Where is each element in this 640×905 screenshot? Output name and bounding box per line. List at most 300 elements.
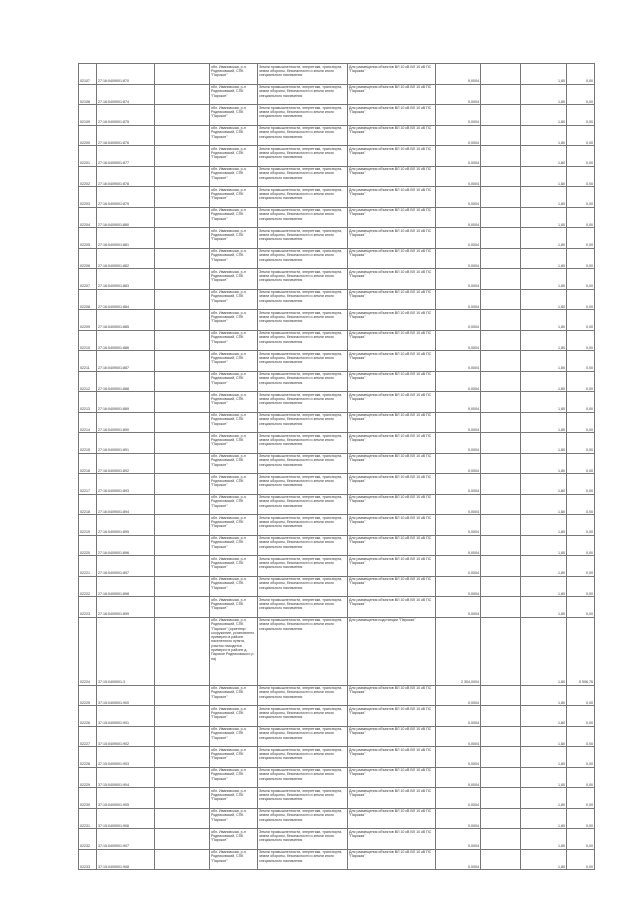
cadastral-number-cell: 27:16:0409001:889 (97, 392, 155, 413)
empty-cell (481, 767, 521, 788)
table-row (79, 474, 595, 495)
address-cell: обл. Ивановская, р-н Родниковский, СПК "Парское" (210, 228, 258, 249)
land-category-cell: Земли промышленности, энергетики, транспорта, земли обороны, безопасности и земли иного специального назначения (258, 228, 348, 249)
empty-cell (481, 371, 521, 392)
empty-cell (155, 747, 210, 768)
empty-cell (481, 412, 521, 433)
area-cell: 0,0004 (436, 767, 481, 788)
value-cell: 0,00 (567, 453, 595, 474)
empty-cell (155, 808, 210, 829)
cadastral-number-cell: 27:16:0409001:894 (97, 494, 155, 515)
value-cell: 0,00 (567, 808, 595, 829)
rate-cell: 1,80 (521, 726, 567, 747)
empty-cell (155, 412, 210, 433)
empty-cell (481, 617, 521, 685)
land-category-cell: Земли промышленности, энергетики, транспорта, земли обороны, безопасности и земли иного специального назначения (258, 166, 348, 187)
land-category-cell: Земли промышленности, энергетики, транспорта, земли обороны, безопасности и земли иного специального назначения (258, 453, 348, 474)
table-row (79, 228, 595, 249)
row-number-cell: 02109 (79, 105, 97, 126)
table-row (79, 207, 595, 228)
area-cell: 0,0004 (436, 392, 481, 413)
value-cell: 0,00 (567, 269, 595, 290)
land-category-cell: Земли промышленности, энергетики, транспорта, земли обороны, безопасности и земли иного специального назначения (258, 706, 348, 727)
value-cell: 0,00 (567, 726, 595, 747)
land-category-cell: Земли промышленности, энергетики, транспорта, земли обороны, безопасности и земли иного специального назначения (258, 269, 348, 290)
land-category-cell: Земли промышленности, энергетики, транспорта, земли обороны, безопасности и земли иного специального назначения (258, 84, 348, 105)
value-cell: 0,00 (567, 788, 595, 809)
value-cell: 0,00 (567, 849, 595, 870)
empty-cell (155, 849, 210, 870)
permitted-use-cell: Для размещения объектов ВЛ 10 кВ ВЛ 10 кВ ПС "Парская" (348, 310, 436, 331)
permitted-use-cell: Для размещения объектов ВЛ 10 кВ ВЛ 10 кВ ПС "Парская" (348, 146, 436, 167)
land-category-cell: Земли промышленности, энергетики, транспорта, земли обороны, безопасности и земли иного специального назначения (258, 576, 348, 597)
address-cell: обл. Ивановская, р-н Родниковский, СПК "Парское" (210, 207, 258, 228)
area-cell: 0,0004 (436, 64, 481, 85)
empty-cell (481, 788, 521, 809)
empty-cell (155, 576, 210, 597)
table-row (79, 64, 595, 85)
land-category-cell: Земли промышленности, энергетики, транспорта, земли обороны, безопасности и земли иного специального назначения (258, 474, 348, 495)
area-cell: 0,0004 (436, 788, 481, 809)
table-row (79, 726, 595, 747)
address-cell: обл. Ивановская, р-н Родниковский, СПК "Парское" (210, 597, 258, 618)
empty-cell (155, 515, 210, 536)
cadastral-number-cell: 27:16:0409001:870 (97, 64, 155, 85)
row-number-cell: 02213 (79, 392, 97, 413)
value-cell: 0,00 (567, 515, 595, 536)
empty-cell (155, 187, 210, 208)
empty-cell (481, 849, 521, 870)
table-row (79, 269, 595, 290)
cadastral-number-cell: 27:16:0409001:899 (97, 597, 155, 618)
cadastral-number-cell: 27:16:0409001:878 (97, 166, 155, 187)
table-row (79, 829, 595, 850)
value-cell: 0,00 (567, 556, 595, 577)
permitted-use-cell: Для размещения объектов ВЛ 10 кВ ВЛ 10 кВ ПС "Парская" (348, 494, 436, 515)
table-row (79, 166, 595, 187)
land-plots-table (78, 63, 595, 870)
address-cell: обл. Ивановская, р-н Родниковский, СПК "Парское" (210, 685, 258, 706)
value-cell: 0,00 (567, 412, 595, 433)
rate-cell: 1,80 (521, 84, 567, 105)
value-cell: 0,00 (567, 597, 595, 618)
land-category-cell: Земли промышленности, энергетики, транспорта, земли обороны, безопасности и земли иного специального назначения (258, 330, 348, 351)
rate-cell: 1,80 (521, 166, 567, 187)
row-number-cell: 02207 (79, 269, 97, 290)
land-category-cell: Земли промышленности, энергетики, транспорта, земли обороны, безопасности и земли иного специального назначения (258, 187, 348, 208)
permitted-use-cell: Для размещения объектов ВЛ 10 кВ ВЛ 10 кВ ПС "Парская" (348, 105, 436, 126)
empty-cell (481, 228, 521, 249)
rate-cell: 1,80 (521, 207, 567, 228)
permitted-use-cell: Для размещения объектов ВЛ 10 кВ ВЛ 10 кВ ПС "Парская" (348, 474, 436, 495)
land-category-cell: Земли промышленности, энергетики, транспорта, земли обороны, безопасности и земли иного специального назначения (258, 767, 348, 788)
table-row (79, 515, 595, 536)
address-cell: обл. Ивановская, р-н Родниковский, СПК "Парское" (210, 494, 258, 515)
cadastral-number-cell: 27:16:0409001:896 (97, 535, 155, 556)
rate-cell: 1,80 (521, 535, 567, 556)
land-category-cell: Земли промышленности, энергетики, транспорта, земли обороны, безопасности и земли иного специального назначения (258, 371, 348, 392)
permitted-use-cell: Для размещения объектов ВЛ 10 кВ ВЛ 10 кВ ПС "Парская" (348, 207, 436, 228)
row-number-cell: 02211 (79, 351, 97, 372)
rate-cell: 1,80 (521, 597, 567, 618)
row-number-cell: 02228 (79, 747, 97, 768)
empty-cell (481, 146, 521, 167)
permitted-use-cell: Для размещения объектов ВЛ 10 кВ ВЛ 10 кВ ПС "Парская" (348, 788, 436, 809)
table-row (79, 310, 595, 331)
empty-cell (155, 556, 210, 577)
empty-cell (155, 433, 210, 454)
row-number-cell: 02225 (79, 685, 97, 706)
empty-cell (481, 330, 521, 351)
table-row (79, 289, 595, 310)
cadastral-number-cell: 27:16:0409001:891 (97, 433, 155, 454)
address-cell: обл. Ивановская, р-н Родниковский, СПК "Парское" (210, 788, 258, 809)
permitted-use-cell: Для размещения объектов ВЛ 10 кВ ВЛ 10 кВ ПС "Парская" (348, 166, 436, 187)
cadastral-number-cell: 27:16:0409001:883 (97, 269, 155, 290)
permitted-use-cell: Для размещения объектов ВЛ 10 кВ ВЛ 10 кВ ПС "Парская" (348, 289, 436, 310)
value-cell: 0,00 (567, 747, 595, 768)
land-category-cell: Земли промышленности, энергетики, транспорта, земли обороны, безопасности и земли иного специального назначения (258, 433, 348, 454)
address-cell: обл. Ивановская, р-н Родниковский, СПК "Парское" (210, 515, 258, 536)
rate-cell: 1,80 (521, 474, 567, 495)
empty-cell (155, 351, 210, 372)
address-cell: обл. Ивановская, р-н Родниковский, СПК "Парское" (210, 248, 258, 269)
permitted-use-cell: Для размещения объектов ВЛ 10 кВ ВЛ 10 кВ ПС "Парская" (348, 433, 436, 454)
table-row (79, 392, 595, 413)
empty-cell (155, 248, 210, 269)
rate-cell: 1,80 (521, 64, 567, 85)
permitted-use-cell: Для размещения объектов ВЛ 10 кВ ВЛ 10 кВ ПС "Парская" (348, 747, 436, 768)
value-cell: 0,00 (567, 248, 595, 269)
area-cell: 0,0004 (436, 330, 481, 351)
address-cell: обл. Ивановская, р-н Родниковский, СПК "Парское" (210, 849, 258, 870)
empty-cell (481, 125, 521, 146)
table-row (79, 576, 595, 597)
cadastral-number-cell: 27:16:0409001:895 (97, 515, 155, 536)
address-cell: обл. Ивановская, р-н Родниковский, СПК "Парское" (210, 706, 258, 727)
table-row (79, 685, 595, 706)
row-number-cell: 02215 (79, 433, 97, 454)
empty-cell (481, 433, 521, 454)
empty-cell (481, 310, 521, 331)
empty-cell (155, 310, 210, 331)
cadastral-number-cell: 37:15:0409001:901 (97, 706, 155, 727)
address-cell: обл. Ивановская, р-н Родниковский, СПК "Парское" (210, 726, 258, 747)
rate-cell: 1,80 (521, 269, 567, 290)
area-cell: 0,0004 (436, 849, 481, 870)
row-number-cell: 02210 (79, 330, 97, 351)
value-cell: 0,00 (567, 228, 595, 249)
cadastral-number-cell: 27:16:0409001:877 (97, 146, 155, 167)
rate-cell: 1,80 (521, 494, 567, 515)
permitted-use-cell: Для размещения объектов ВЛ 10 кВ ВЛ 10 кВ ПС "Парская" (348, 125, 436, 146)
empty-cell (481, 685, 521, 706)
land-category-cell: Земли промышленности, энергетики, транспорта, земли обороны, безопасности и земли иного специального назначения (258, 105, 348, 126)
empty-cell (481, 248, 521, 269)
table-row (79, 412, 595, 433)
table-row (79, 556, 595, 577)
cadastral-number-cell: 37:15:0409001:908 (97, 849, 155, 870)
value-cell: 0,00 (567, 187, 595, 208)
area-cell: 0,0004 (436, 494, 481, 515)
address-cell: обл. Ивановская, р-н Родниковский, СПК "Парское" (210, 474, 258, 495)
cadastral-number-cell: 27:16:0409001:892 (97, 453, 155, 474)
row-number-cell: 02218 (79, 494, 97, 515)
address-cell: обл. Ивановская, р-н Родниковский, СПК "Парское" (210, 535, 258, 556)
rate-cell: 1,80 (521, 228, 567, 249)
cadastral-number-cell: 27:16:0409001:893 (97, 474, 155, 495)
cadastral-number-cell: 27:16:0409001:875 (97, 105, 155, 126)
table-row (79, 453, 595, 474)
area-cell: 0,0004 (436, 146, 481, 167)
value-cell: 0,00 (567, 330, 595, 351)
row-number-cell: 02208 (79, 289, 97, 310)
cadastral-number-cell: 27:16:0409001:880 (97, 207, 155, 228)
empty-cell (481, 207, 521, 228)
permitted-use-cell: Для размещения объектов ВЛ 10 кВ ВЛ 10 кВ ПС "Парская" (348, 685, 436, 706)
cadastral-number-cell: 27:16:0409001:874 (97, 84, 155, 105)
empty-cell (481, 494, 521, 515)
cadastral-number-cell: 27:16:0409001:876 (97, 125, 155, 146)
empty-cell (155, 105, 210, 126)
area-cell: 0,0004 (436, 228, 481, 249)
empty-cell (481, 474, 521, 495)
land-category-cell: Земли промышленности, энергетики, транспорта, земли обороны, безопасности и земли иного специального назначения (258, 685, 348, 706)
value-cell: 0,00 (567, 829, 595, 850)
table-row (79, 597, 595, 618)
row-number-cell: 02107 (79, 64, 97, 85)
land-category-cell: Земли промышленности, энергетики, транспорта, земли обороны, безопасности и земли иного специального назначения (258, 556, 348, 577)
empty-cell (155, 788, 210, 809)
area-cell: 0,0004 (436, 187, 481, 208)
empty-cell (155, 453, 210, 474)
cadastral-number-cell: 37:15:0409001:902 (97, 726, 155, 747)
rate-cell: 1,80 (521, 351, 567, 372)
address-cell: обл. Ивановская, р-н Родниковский, СПК "Парское" (210, 125, 258, 146)
address-cell: обл. Ивановская, р-н Родниковский, СПК "Парское" (210, 289, 258, 310)
value-cell: 0,00 (567, 64, 595, 85)
row-number-cell: 02220 (79, 535, 97, 556)
land-category-cell: Земли промышленности, энергетики, транспорта, земли обороны, безопасности и земли иного специального назначения (258, 125, 348, 146)
rate-cell: 1,80 (521, 576, 567, 597)
empty-cell (155, 474, 210, 495)
empty-cell (155, 125, 210, 146)
area-cell: 0,0004 (436, 726, 481, 747)
empty-cell (481, 597, 521, 618)
land-category-cell: Земли промышленности, энергетики, транспорта, земли обороны, безопасности и земли иного специального назначения (258, 597, 348, 618)
address-cell: обл. Ивановская, р-н Родниковский, СПК "Парское" (210, 392, 258, 413)
table-row (79, 125, 595, 146)
rate-cell: 1,80 (521, 289, 567, 310)
area-cell: 0,0004 (436, 351, 481, 372)
permitted-use-cell: Для размещения объектов ВЛ 10 кВ ВЛ 10 кВ ПС "Парская" (348, 84, 436, 105)
area-cell: 2 304,0004 (436, 617, 481, 685)
row-number-cell: 02205 (79, 228, 97, 249)
cadastral-number-cell: 27:16:0409001:890 (97, 412, 155, 433)
address-cell: обл. Ивановская, р-н Родниковский, СПК "Парское" (210, 351, 258, 372)
rate-cell: 1,80 (521, 747, 567, 768)
address-cell: обл. Ивановская, р-н Родниковский, СПК "Парское" (ориентир: сооружение, установлено примерно в районе населенного пункта, участок находится примерно в районе д. Парское Родниковского р-на) (210, 617, 258, 685)
value-cell: 5 506,76 (567, 617, 595, 685)
empty-cell (481, 105, 521, 126)
rate-cell: 1,80 (521, 125, 567, 146)
empty-cell (481, 556, 521, 577)
empty-cell (155, 767, 210, 788)
empty-cell (155, 829, 210, 850)
value-cell: 0,00 (567, 310, 595, 331)
permitted-use-cell: Для размещения объектов ВЛ 10 кВ ВЛ 10 кВ ПС "Парская" (348, 726, 436, 747)
cadastral-number-cell: 37:15:0409001:905 (97, 788, 155, 809)
permitted-use-cell: Для размещения подстанции "Парская" (348, 617, 436, 685)
empty-cell (481, 187, 521, 208)
row-number-cell: 02227 (79, 726, 97, 747)
address-cell: обл. Ивановская, р-н Родниковский, СПК "Парское" (210, 166, 258, 187)
rate-cell: 1,80 (521, 685, 567, 706)
rate-cell: 1,80 (521, 849, 567, 870)
address-cell: обл. Ивановская, р-н Родниковский, СПК "Парское" (210, 187, 258, 208)
empty-cell (155, 494, 210, 515)
value-cell: 0,00 (567, 706, 595, 727)
permitted-use-cell: Для размещения объектов ВЛ 10 кВ ВЛ 10 кВ ПС "Парская" (348, 228, 436, 249)
land-category-cell: Земли промышленности, энергетики, транспорта, земли обороны, безопасности и земли иного специального назначения (258, 412, 348, 433)
value-cell: 0,00 (567, 767, 595, 788)
row-number-cell: 02216 (79, 453, 97, 474)
empty-cell (155, 706, 210, 727)
rate-cell: 1,80 (521, 146, 567, 167)
value-cell: 0,00 (567, 289, 595, 310)
row-number-cell: 02209 (79, 310, 97, 331)
row-number-cell: 02224 (79, 617, 97, 685)
value-cell: 0,00 (567, 125, 595, 146)
cadastral-number-cell: 27:16:0409001:881 (97, 228, 155, 249)
permitted-use-cell: Для размещения объектов ВЛ 10 кВ ВЛ 10 кВ ПС "Парская" (348, 808, 436, 829)
permitted-use-cell: Для размещения объектов ВЛ 10 кВ ВЛ 10 кВ ПС "Парская" (348, 392, 436, 413)
value-cell: 0,00 (567, 576, 595, 597)
row-number-cell: 02226 (79, 706, 97, 727)
cadastral-number-cell: 27:16:0409001:897 (97, 556, 155, 577)
value-cell: 0,00 (567, 392, 595, 413)
row-number-cell: 02214 (79, 412, 97, 433)
cadastral-number-cell: 27:16:0409001:885 (97, 310, 155, 331)
area-cell: 0,0004 (436, 535, 481, 556)
rate-cell: 1,80 (521, 829, 567, 850)
empty-cell (155, 617, 210, 685)
land-category-cell: Земли промышленности, энергетики, транспорта, земли обороны, безопасности и земли иного специального назначения (258, 747, 348, 768)
empty-cell (481, 392, 521, 413)
land-category-cell: Земли промышленности, энергетики, транспорта, земли обороны, безопасности и земли иного специального назначения (258, 808, 348, 829)
area-cell: 0,0004 (436, 433, 481, 454)
address-cell: обл. Ивановская, р-н Родниковский, СПК "Парское" (210, 747, 258, 768)
row-number-cell: 02212 (79, 371, 97, 392)
land-category-cell: Земли промышленности, энергетики, транспорта, земли обороны, безопасности и земли иного специального назначения (258, 726, 348, 747)
empty-cell (155, 371, 210, 392)
table-row (79, 146, 595, 167)
area-cell: 0,0004 (436, 248, 481, 269)
cadastral-number-cell: 27:16:0409001:882 (97, 248, 155, 269)
value-cell: 0,00 (567, 371, 595, 392)
table-row (79, 494, 595, 515)
cadastral-number-cell: 37:15:0409001:904 (97, 767, 155, 788)
table-row (79, 105, 595, 126)
empty-cell (481, 829, 521, 850)
value-cell: 0,00 (567, 474, 595, 495)
table-row (79, 767, 595, 788)
row-number-cell: 02231 (79, 808, 97, 829)
table-row (79, 747, 595, 768)
empty-cell (481, 808, 521, 829)
permitted-use-cell: Для размещения объектов ВЛ 10 кВ ВЛ 10 кВ ПС "Парская" (348, 412, 436, 433)
value-cell: 0,00 (567, 351, 595, 372)
permitted-use-cell: Для размещения объектов ВЛ 10 кВ ВЛ 10 кВ ПС "Парская" (348, 576, 436, 597)
empty-cell (481, 64, 521, 85)
area-cell: 0,0004 (436, 166, 481, 187)
table-row (79, 808, 595, 829)
area-cell: 0,0004 (436, 706, 481, 727)
row-number-cell: 02219 (79, 515, 97, 536)
row-number-cell: 02229 (79, 767, 97, 788)
empty-cell (155, 207, 210, 228)
address-cell: обл. Ивановская, р-н Родниковский, СПК "Парское" (210, 330, 258, 351)
row-number-cell: 02200 (79, 125, 97, 146)
permitted-use-cell: Для размещения объектов ВЛ 10 кВ ВЛ 10 кВ ПС "Парская" (348, 187, 436, 208)
cadastral-number-cell: 37:15:0409001:907 (97, 829, 155, 850)
cadastral-number-cell: 27:16:0409001:879 (97, 187, 155, 208)
cadastral-number-cell: 27:16:0409001:887 (97, 351, 155, 372)
rate-cell: 1,80 (521, 412, 567, 433)
permitted-use-cell: Для размещения объектов ВЛ 10 кВ ВЛ 10 кВ ПС "Парская" (348, 535, 436, 556)
row-number-cell: 02202 (79, 166, 97, 187)
row-number-cell: 02221 (79, 556, 97, 577)
table-row (79, 706, 595, 727)
area-cell: 0,0004 (436, 289, 481, 310)
address-cell: обл. Ивановская, р-н Родниковский, СПК "Парское" (210, 767, 258, 788)
land-category-cell: Земли промышленности, энергетики, транспорта, земли обороны, безопасности и земли иного специального назначения (258, 494, 348, 515)
empty-cell (155, 726, 210, 747)
row-number-cell: 02201 (79, 146, 97, 167)
area-cell: 0,0004 (436, 105, 481, 126)
value-cell: 0,00 (567, 166, 595, 187)
land-category-cell: Земли промышленности, энергетики, транспорта, земли обороны, безопасности и земли иного специального назначения (258, 248, 348, 269)
address-cell: обл. Ивановская, р-н Родниковский, СПК "Парское" (210, 64, 258, 85)
address-cell: обл. Ивановская, р-н Родниковский, СПК "Парское" (210, 269, 258, 290)
cadastral-number-cell: 37:15:0409001:903 (97, 747, 155, 768)
empty-cell (481, 706, 521, 727)
value-cell: 0,00 (567, 105, 595, 126)
row-number-cell: 02230 (79, 788, 97, 809)
land-category-cell: Земли промышленности, энергетики, транспорта, земли обороны, безопасности и земли иного специального назначения (258, 289, 348, 310)
empty-cell (481, 453, 521, 474)
rate-cell: 1,80 (521, 556, 567, 577)
land-category-cell: Земли промышленности, энергетики, транспорта, земли обороны, безопасности и земли иного специального назначения (258, 64, 348, 85)
table-row (79, 84, 595, 105)
area-cell: 0,0004 (436, 685, 481, 706)
cadastral-number-cell: 37:15:0409001:3 (97, 617, 155, 685)
land-category-cell: Земли промышленности, энергетики, транспорта, земли обороны, безопасности и земли иного специального назначения (258, 515, 348, 536)
empty-cell (155, 535, 210, 556)
table-row (79, 849, 595, 870)
area-cell: 0,0004 (436, 474, 481, 495)
area-cell: 0,0004 (436, 125, 481, 146)
rate-cell: 1,80 (521, 330, 567, 351)
address-cell: обл. Ивановская, р-н Родниковский, СПК "Парское" (210, 84, 258, 105)
permitted-use-cell: Для размещения объектов ВЛ 10 кВ ВЛ 10 кВ ПС "Парская" (348, 64, 436, 85)
land-category-cell: Земли промышленности, энергетики, транспорта, земли обороны, безопасности и земли иного специального назначения (258, 617, 348, 685)
table-row (79, 187, 595, 208)
empty-cell (155, 392, 210, 413)
land-category-cell: Земли промышленности, энергетики, транспорта, земли обороны, безопасности и земли иного специального назначения (258, 849, 348, 870)
empty-cell (155, 269, 210, 290)
empty-cell (155, 228, 210, 249)
